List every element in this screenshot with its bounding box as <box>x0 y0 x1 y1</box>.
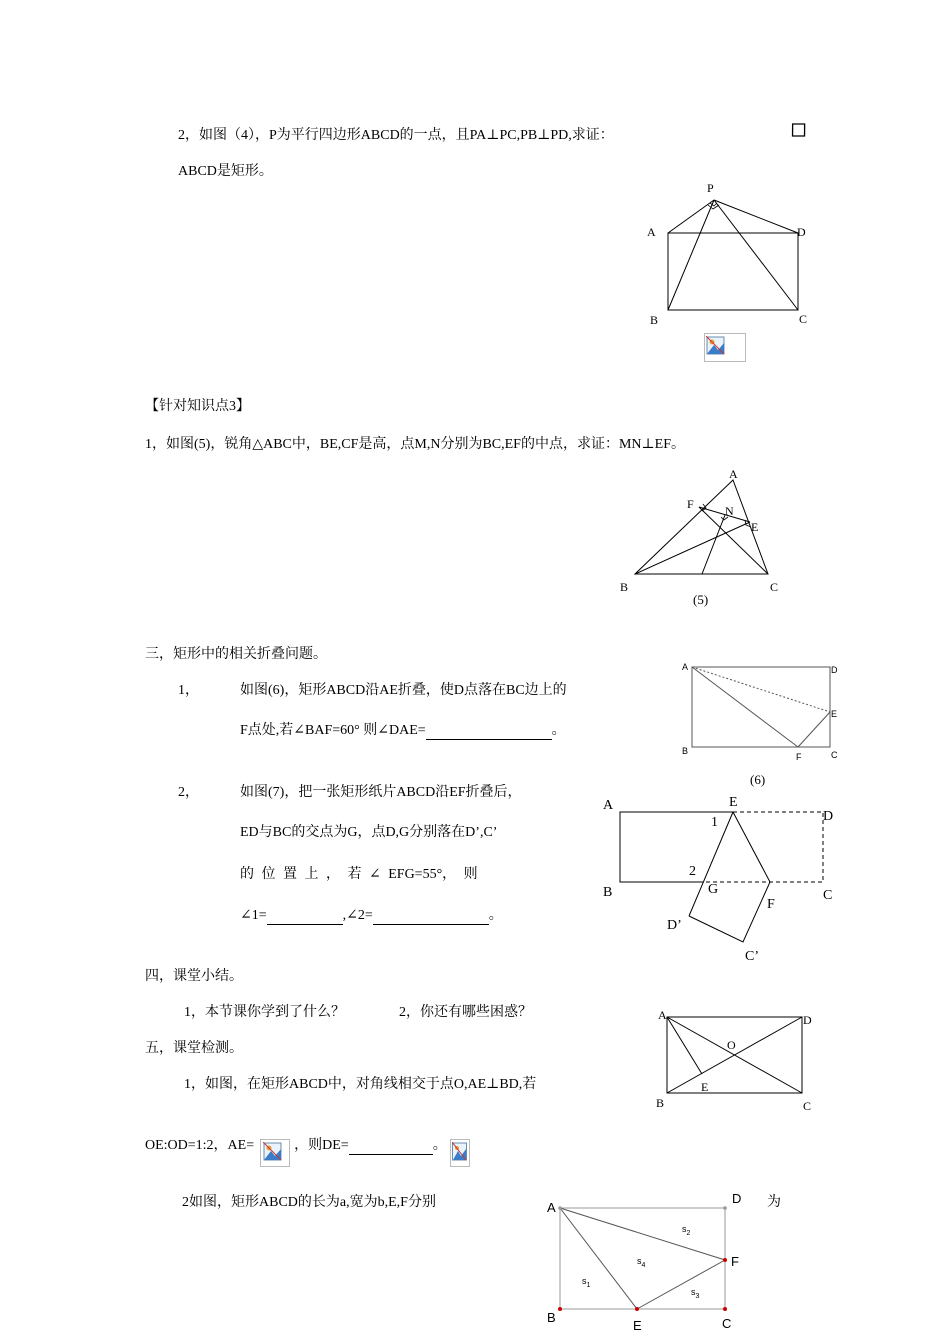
s3-p2-angle1-text: ∠1= <box>240 908 267 923</box>
fig6-label-E: E <box>831 709 838 719</box>
fig8-label-s2: $s_2$ <box>682 1224 691 1237</box>
fig4-label-D: D <box>797 225 806 239</box>
s3-p1-line2 <box>240 722 566 740</box>
figure-7 <box>615 800 835 960</box>
fig7-label-Dprime: D’ <box>667 918 682 933</box>
fig7-label-2: 2 <box>689 864 696 879</box>
fig6-label-D: D <box>831 665 838 675</box>
fig5-label-F: F <box>687 497 694 511</box>
section-k3-heading: 【针对知识点3】 <box>145 399 250 414</box>
fig7-label-D: D <box>823 809 834 824</box>
fig8-label-s4: $s_4$ <box>637 1256 646 1269</box>
fig8-label-s3: $s_3$ <box>691 1287 700 1300</box>
broken-image-icon <box>450 1139 470 1167</box>
fig7-label-Cprime: C’ <box>745 949 759 964</box>
fig6-label-A: A <box>682 662 689 672</box>
fig7-label-A: A <box>603 798 614 813</box>
fig-diag-label-B: B <box>656 1096 665 1110</box>
section4-heading: 四，课堂小结。 <box>145 969 243 984</box>
s3-p2-end: 。 <box>488 908 503 923</box>
fig7-label-B: B <box>603 885 613 900</box>
s5-p2-tail: 为 <box>767 1195 781 1210</box>
fig-diag-label-A: A <box>658 1008 667 1022</box>
fig-diag-label-O: O <box>727 1038 736 1052</box>
s3-p1-line2-text: F点处,若∠BAF=60° 则∠DAE= <box>240 723 426 738</box>
answer-blank-angle1[interactable] <box>267 910 343 925</box>
fig8-label-F: F <box>731 1254 739 1269</box>
s3-p1-num: 1， <box>178 683 199 698</box>
s5-p1-ratio-text: OE:OD=1:2，AE= <box>145 1138 255 1153</box>
problem-4-2-line2: ABCD是矩形。 <box>178 164 273 179</box>
fig8-label-D: D <box>732 1191 742 1206</box>
fig8-label-A: A <box>547 1200 556 1215</box>
fig4-label-C: C <box>799 312 808 326</box>
fig8-label-C: C <box>722 1316 732 1331</box>
fig5-label-N: N <box>725 504 734 518</box>
section4-q1: 1，本节课你学到了什么？ <box>184 1005 345 1020</box>
fig4-label-B: B <box>650 313 659 327</box>
fig-diag-label-D: D <box>803 1013 812 1027</box>
answer-blank-dae[interactable] <box>426 725 552 740</box>
s3-p2-line1: 如图(7)，把一张矩形纸片ABCD沿EF折叠后， <box>240 785 522 800</box>
answer-blank-de[interactable] <box>349 1140 433 1155</box>
s3-p2-line3: 的 位 置 上 ， 若 ∠ EFG=55°， 则 <box>240 867 478 882</box>
fig7-label-F: F <box>767 897 775 912</box>
s5-p1-end: 。 <box>432 1138 447 1153</box>
broken-image-icon <box>704 333 746 362</box>
s5-p1-line1: 1，如图，在矩形ABCD中，对角线相交于点O,AE⊥BD,若 <box>184 1077 537 1092</box>
fig7-label-E: E <box>729 795 738 810</box>
s5-p1-line2 <box>145 1137 447 1155</box>
section5-heading: 五，课堂检测。 <box>145 1041 243 1056</box>
s5-p2-line1: 2如图，矩形ABCD的长为a,宽为b,E,F分别 <box>182 1195 436 1210</box>
fig7-label-1: 1 <box>711 815 718 830</box>
fig7-label-G: G <box>708 882 719 897</box>
answer-blank-angle2[interactable] <box>373 910 489 925</box>
fig6-caption: (6) <box>750 772 766 787</box>
section4-q2: 2，你还有哪些困惑？ <box>399 1005 532 1020</box>
fig4-label-P: P <box>707 181 714 195</box>
fig6-label-B: B <box>682 746 689 756</box>
s3-p1-line1: 如图(6)，矩形ABCD沿AE折叠，使D点落在BC边上的 <box>240 683 567 698</box>
fig4-label-A: A <box>647 225 656 239</box>
fig5-label-C: C <box>770 580 779 594</box>
section3-heading: 三，矩形中的相关折叠问题。 <box>145 647 327 662</box>
s5-p1-de-text: ，则DE= <box>294 1138 349 1153</box>
figure-diagonals <box>660 1010 810 1100</box>
fig8-label-B: B <box>547 1310 556 1325</box>
fig6-label-F: F <box>796 752 802 762</box>
fig7-label-C: C <box>823 888 833 903</box>
fig-diag-label-E: E <box>701 1080 709 1094</box>
problem-4-2-line1: 2，如图（4），P为平行四边形ABCD的一点，且PA⊥PC,PB⊥PD,求证： <box>178 128 614 143</box>
broken-image-icon <box>260 1139 290 1167</box>
fig-diag-label-C: C <box>803 1099 812 1113</box>
fig5-label-E: E <box>751 520 759 534</box>
fig8-label-s1: $s_1$ <box>582 1276 591 1289</box>
s3-p2-line4 <box>240 907 503 925</box>
fig5-caption: (5) <box>693 592 709 607</box>
figure-6 <box>690 664 840 754</box>
s3-p2-num: 2， <box>178 785 199 800</box>
s3-p1-end: 。 <box>551 723 566 738</box>
figure-5 <box>625 470 785 590</box>
section-k3-problem1: 1，如图(5)，锐角△ABC中，BE,CF是高，点M,N分别为BC,EF的中点，求证：MN⊥EF。 <box>145 437 686 452</box>
fig5-label-A: A <box>729 467 738 481</box>
fig6-label-C: C <box>831 750 838 760</box>
s3-p2-angle2-text: ,∠2= <box>342 908 373 923</box>
s3-p2-line2: ED与BC的交点为G，点D,G分别落在D’,C’ <box>240 825 498 840</box>
fig8-label-E: E <box>633 1318 642 1333</box>
fig5-label-B: B <box>620 580 629 594</box>
parallelogram-icon <box>788 122 806 138</box>
